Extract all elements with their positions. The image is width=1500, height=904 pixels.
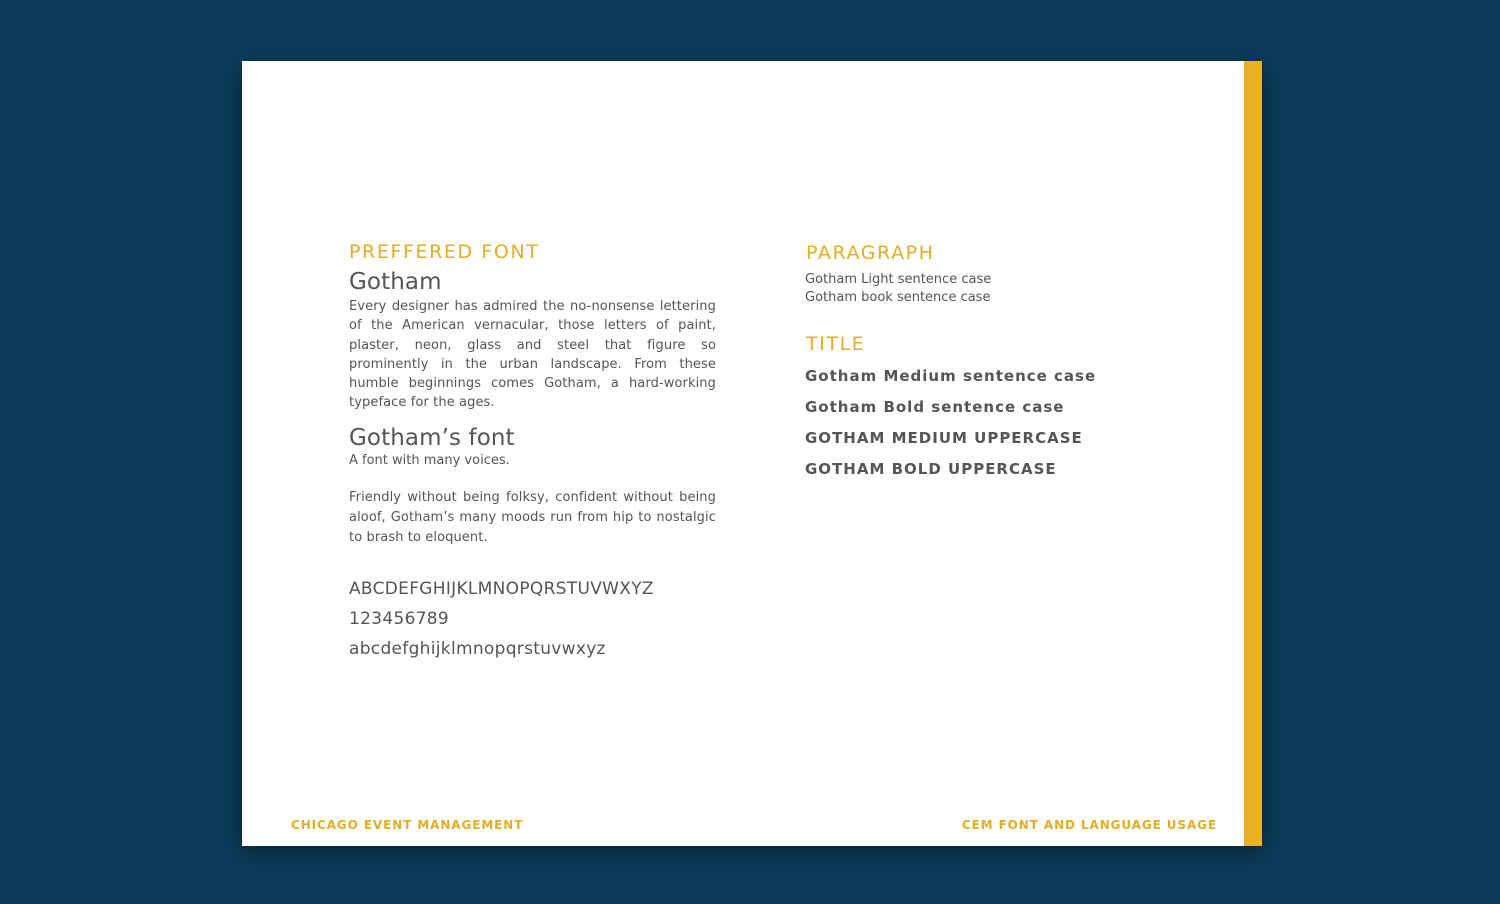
paragraph-heading: PARAGRAPH bbox=[806, 242, 935, 264]
preferred-font-heading: PREFFERED FONT bbox=[349, 241, 540, 263]
footer-document-title: CEM FONT AND LANGUAGE USAGE bbox=[961, 818, 1217, 832]
title-sample-medium: Gotham Medium sentence case bbox=[805, 367, 1097, 385]
uppercase-alphabet: ABCDEFGHIJKLMNOPQRSTUVWXYZ bbox=[349, 579, 654, 599]
font-name-title: Gotham bbox=[349, 269, 442, 295]
title-sample-bold-uppercase: GOTHAM BOLD UPPERCASE bbox=[805, 460, 1057, 478]
paragraph-sample-light: Gotham Light sentence case bbox=[805, 272, 992, 287]
title-sample-medium-uppercase: GOTHAM MEDIUM UPPERCASE bbox=[805, 429, 1083, 447]
font-tagline: A font with many voices. bbox=[349, 453, 510, 468]
lowercase-alphabet: abcdefghijklmnopqrstuvwxyz bbox=[349, 639, 606, 659]
title-heading: TITLE bbox=[806, 333, 866, 355]
font-paragraph: Friendly without being folksy, confident without being aloof, Gotham’s many moods run from hip to nostalgic to brash to eloquent. bbox=[349, 490, 716, 545]
font-subheading: Gotham’s font bbox=[349, 425, 515, 451]
title-sample-bold: Gotham Bold sentence case bbox=[805, 398, 1065, 416]
digits-sample: 123456789 bbox=[349, 609, 450, 629]
paragraph-sample-book: Gotham book sentence case bbox=[805, 290, 991, 305]
font-description: Every designer has admired the no-nonsense lettering of the American vernacular, those letters of paint, plaster, neon, glass and steel that figure so prominently in the urban landscape. From these humble beginnings comes Gotham, a hard-working typeface for the ages. bbox=[349, 299, 716, 411]
document-page bbox=[242, 61, 1262, 846]
footer-company-name: CHICAGO EVENT MANAGEMENT bbox=[291, 818, 524, 832]
accent-bar bbox=[1244, 61, 1262, 846]
